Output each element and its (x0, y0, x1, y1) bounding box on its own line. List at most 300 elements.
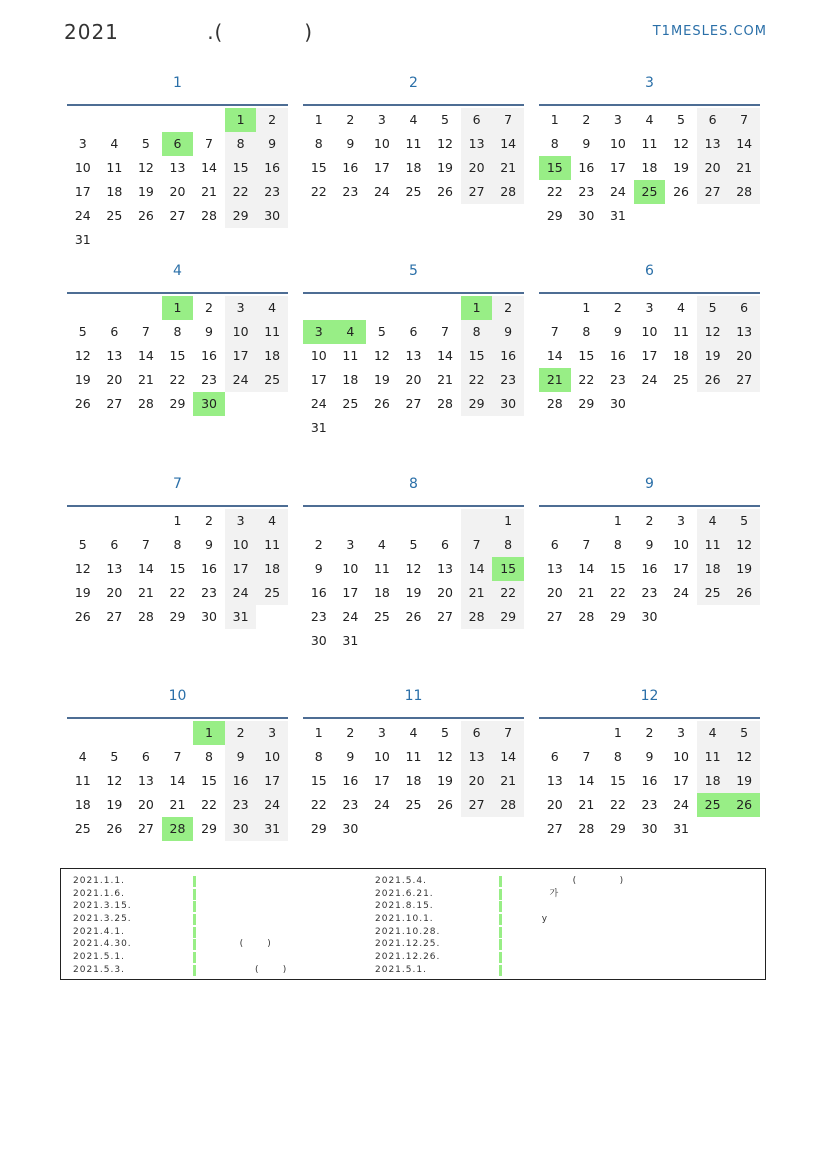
day-cell[interactable]: 24 (225, 581, 257, 605)
day-cell[interactable]: 10 (641, 324, 658, 339)
day-cell[interactable]: 18 (342, 372, 359, 387)
day-cell[interactable]: 23 (641, 585, 658, 600)
day-cell[interactable]: 25 (405, 184, 422, 199)
day-cell[interactable]: 10 (373, 136, 390, 151)
day-cell[interactable]: 3 (645, 300, 654, 315)
day-cell[interactable]: 10 (673, 749, 689, 764)
day-cell[interactable]: 29 (546, 208, 563, 223)
day-cell[interactable]: 16 (201, 561, 217, 576)
day-cell[interactable]: 9 (613, 324, 622, 339)
day-cell[interactable]: 20 (461, 769, 493, 793)
day-cell[interactable]: 13 (461, 132, 493, 156)
day-cell[interactable]: 13 (546, 773, 563, 788)
day-cell[interactable]: 13 (169, 160, 186, 175)
day-cell[interactable]: 9 (205, 537, 213, 552)
day-cell[interactable]: 27 (137, 821, 154, 836)
day-cell[interactable]: 6 (461, 721, 493, 745)
day-cell[interactable]: 21 (201, 184, 217, 199)
day-cell[interactable]: 3 (377, 112, 386, 127)
day-cell[interactable]: 8 (205, 749, 213, 764)
day-cell[interactable]: 8 (314, 749, 323, 764)
day-cell[interactable]: 5 (409, 537, 418, 552)
day-cell[interactable]: 20 (137, 797, 154, 812)
holiday-day-cell[interactable]: 15 (492, 557, 524, 581)
day-cell[interactable]: 14 (437, 348, 453, 363)
day-cell[interactable]: 12 (728, 745, 760, 769)
day-cell[interactable]: 18 (697, 557, 729, 581)
day-cell[interactable]: 24 (225, 368, 257, 392)
day-cell[interactable]: 19 (74, 372, 91, 387)
day-cell[interactable]: 31 (310, 420, 327, 435)
day-cell[interactable]: 20 (106, 372, 123, 387)
day-cell[interactable]: 29 (169, 609, 186, 624)
day-cell[interactable]: 20 (106, 585, 123, 600)
day-cell[interactable]: 8 (225, 132, 257, 156)
day-cell[interactable]: 22 (461, 368, 493, 392)
day-cell[interactable]: 16 (641, 561, 658, 576)
day-cell[interactable]: 1 (173, 513, 182, 528)
day-cell[interactable]: 15 (609, 561, 626, 576)
day-cell[interactable]: 6 (110, 537, 119, 552)
day-cell[interactable]: 6 (461, 108, 493, 132)
day-cell[interactable]: 15 (201, 773, 217, 788)
holiday-day-cell[interactable]: 1 (461, 296, 493, 320)
day-cell[interactable]: 1 (314, 725, 323, 740)
day-cell[interactable]: 15 (225, 156, 257, 180)
day-cell[interactable]: 24 (74, 208, 91, 223)
day-cell[interactable]: 21 (578, 797, 595, 812)
day-cell[interactable]: 11 (697, 533, 729, 557)
day-cell[interactable]: 30 (310, 633, 327, 648)
day-cell[interactable]: 11 (256, 533, 288, 557)
day-cell[interactable]: 16 (225, 769, 257, 793)
day-cell[interactable]: 14 (169, 773, 186, 788)
holiday-day-cell[interactable]: 6 (162, 132, 194, 156)
day-cell[interactable]: 23 (609, 372, 626, 387)
day-cell[interactable]: 20 (405, 372, 422, 387)
day-cell[interactable]: 29 (609, 821, 626, 836)
holiday-day-cell[interactable]: 1 (193, 721, 225, 745)
day-cell[interactable]: 7 (492, 721, 524, 745)
day-cell[interactable]: 23 (201, 372, 217, 387)
day-cell[interactable]: 5 (441, 112, 449, 127)
day-cell[interactable]: 13 (106, 561, 123, 576)
day-cell[interactable]: 17 (256, 769, 288, 793)
day-cell[interactable]: 25 (74, 821, 91, 836)
day-cell[interactable]: 18 (256, 557, 288, 581)
day-cell[interactable]: 17 (673, 773, 689, 788)
day-cell[interactable]: 28 (578, 821, 595, 836)
day-cell[interactable]: 4 (256, 509, 288, 533)
day-cell[interactable]: 9 (346, 136, 355, 151)
day-cell[interactable]: 29 (310, 821, 327, 836)
day-cell[interactable]: 25 (256, 581, 288, 605)
day-cell[interactable]: 9 (205, 324, 213, 339)
day-cell[interactable]: 2 (492, 296, 524, 320)
day-cell[interactable]: 4 (697, 509, 729, 533)
day-cell[interactable]: 19 (437, 773, 453, 788)
day-cell[interactable]: 2 (645, 513, 654, 528)
day-cell[interactable]: 20 (437, 585, 453, 600)
day-cell[interactable]: 17 (673, 561, 689, 576)
day-cell[interactable]: 24 (310, 396, 327, 411)
day-cell[interactable]: 12 (74, 561, 91, 576)
day-cell[interactable]: 5 (441, 725, 449, 740)
day-cell[interactable]: 23 (256, 180, 288, 204)
day-cell[interactable]: 31 (74, 232, 91, 247)
day-cell[interactable]: 1 (582, 300, 591, 315)
site-logo[interactable]: T1MESLES.COM (652, 24, 767, 39)
day-cell[interactable]: 5 (78, 537, 87, 552)
day-cell[interactable]: 7 (141, 324, 150, 339)
day-cell[interactable]: 3 (346, 537, 355, 552)
day-cell[interactable]: 7 (461, 533, 493, 557)
holiday-day-cell[interactable]: 15 (539, 156, 571, 180)
day-cell[interactable]: 16 (578, 160, 595, 175)
day-cell[interactable]: 2 (346, 725, 355, 740)
day-cell[interactable]: 15 (169, 561, 186, 576)
holiday-day-cell[interactable]: 25 (697, 793, 729, 817)
day-cell[interactable]: 27 (461, 793, 493, 817)
day-cell[interactable]: 13 (546, 561, 563, 576)
day-cell[interactable]: 4 (409, 112, 418, 127)
day-cell[interactable]: 28 (492, 180, 524, 204)
day-cell[interactable]: 1 (613, 513, 622, 528)
day-cell[interactable]: 4 (256, 296, 288, 320)
day-cell[interactable]: 20 (728, 344, 760, 368)
day-cell[interactable]: 30 (342, 821, 359, 836)
day-cell[interactable]: 28 (492, 793, 524, 817)
day-cell[interactable]: 17 (225, 344, 257, 368)
day-cell[interactable]: 19 (373, 372, 390, 387)
day-cell[interactable]: 16 (256, 156, 288, 180)
day-cell[interactable]: 28 (137, 396, 154, 411)
day-cell[interactable]: 13 (106, 348, 123, 363)
day-cell[interactable]: 14 (137, 561, 154, 576)
day-cell[interactable]: 12 (437, 136, 453, 151)
day-cell[interactable]: 26 (74, 609, 91, 624)
day-cell[interactable]: 26 (137, 208, 154, 223)
day-cell[interactable]: 7 (173, 749, 182, 764)
day-cell[interactable]: 6 (728, 296, 760, 320)
day-cell[interactable]: 22 (310, 797, 327, 812)
day-cell[interactable]: 30 (201, 609, 217, 624)
day-cell[interactable]: 13 (437, 561, 453, 576)
day-cell[interactable]: 23 (342, 184, 359, 199)
day-cell[interactable]: 30 (641, 821, 658, 836)
day-cell[interactable]: 25 (673, 372, 689, 387)
day-cell[interactable]: 16 (641, 773, 658, 788)
day-cell[interactable]: 29 (461, 392, 493, 416)
day-cell[interactable]: 31 (342, 633, 359, 648)
day-cell[interactable]: 25 (342, 396, 359, 411)
day-cell[interactable]: 27 (405, 396, 422, 411)
day-cell[interactable]: 9 (346, 749, 355, 764)
day-cell[interactable]: 29 (201, 821, 217, 836)
day-cell[interactable]: 16 (342, 160, 359, 175)
day-cell[interactable]: 2 (256, 108, 288, 132)
day-cell[interactable]: 30 (492, 392, 524, 416)
day-cell[interactable]: 7 (441, 324, 449, 339)
day-cell[interactable]: 27 (169, 208, 186, 223)
day-cell[interactable]: 2 (582, 112, 591, 127)
day-cell[interactable]: 26 (106, 821, 123, 836)
day-cell[interactable]: 16 (609, 348, 626, 363)
day-cell[interactable]: 12 (728, 533, 760, 557)
day-cell[interactable]: 9 (582, 136, 591, 151)
day-cell[interactable]: 7 (205, 136, 213, 151)
day-cell[interactable]: 12 (373, 348, 390, 363)
day-cell[interactable]: 24 (373, 797, 390, 812)
day-cell[interactable]: 14 (728, 132, 760, 156)
day-cell[interactable]: 10 (673, 537, 689, 552)
day-cell[interactable]: 2 (613, 300, 622, 315)
day-cell[interactable]: 11 (342, 348, 359, 363)
day-cell[interactable]: 6 (141, 749, 150, 764)
day-cell[interactable]: 7 (582, 537, 591, 552)
day-cell[interactable]: 23 (201, 585, 217, 600)
day-cell[interactable]: 10 (342, 561, 359, 576)
day-cell[interactable]: 26 (673, 184, 689, 199)
day-cell[interactable]: 10 (373, 749, 390, 764)
day-cell[interactable]: 27 (546, 609, 563, 624)
day-cell[interactable]: 6 (550, 749, 559, 764)
day-cell[interactable]: 18 (673, 348, 689, 363)
day-cell[interactable]: 18 (697, 769, 729, 793)
day-cell[interactable]: 22 (546, 184, 563, 199)
day-cell[interactable]: 12 (137, 160, 154, 175)
day-cell[interactable]: 28 (137, 609, 154, 624)
day-cell[interactable]: 20 (697, 156, 729, 180)
day-cell[interactable]: 23 (225, 793, 257, 817)
day-cell[interactable]: 16 (201, 348, 217, 363)
day-cell[interactable]: 21 (137, 372, 154, 387)
day-cell[interactable]: 3 (377, 725, 386, 740)
day-cell[interactable]: 10 (225, 533, 257, 557)
day-cell[interactable]: 29 (225, 204, 257, 228)
day-cell[interactable]: 3 (256, 721, 288, 745)
day-cell[interactable]: 28 (461, 605, 493, 629)
day-cell[interactable]: 13 (461, 745, 493, 769)
day-cell[interactable]: 3 (78, 136, 87, 151)
day-cell[interactable]: 18 (405, 160, 422, 175)
day-cell[interactable]: 4 (110, 136, 119, 151)
day-cell[interactable]: 13 (697, 132, 729, 156)
day-cell[interactable]: 23 (641, 797, 658, 812)
day-cell[interactable]: 17 (641, 348, 658, 363)
day-cell[interactable]: 8 (173, 324, 182, 339)
day-cell[interactable]: 3 (677, 725, 685, 740)
day-cell[interactable]: 18 (405, 773, 422, 788)
day-cell[interactable]: 27 (437, 609, 453, 624)
day-cell[interactable]: 14 (137, 348, 154, 363)
day-cell[interactable]: 26 (437, 797, 453, 812)
day-cell[interactable]: 30 (578, 208, 595, 223)
day-cell[interactable]: 28 (728, 180, 760, 204)
day-cell[interactable]: 14 (492, 745, 524, 769)
day-cell[interactable]: 8 (613, 537, 622, 552)
day-cell[interactable]: 21 (728, 156, 760, 180)
day-cell[interactable]: 16 (492, 344, 524, 368)
day-cell[interactable]: 24 (609, 184, 626, 199)
day-cell[interactable]: 12 (106, 773, 123, 788)
day-cell[interactable]: 25 (106, 208, 123, 223)
day-cell[interactable]: 14 (578, 773, 595, 788)
day-cell[interactable]: 17 (310, 372, 327, 387)
day-cell[interactable]: 18 (106, 184, 123, 199)
day-cell[interactable]: 28 (578, 609, 595, 624)
day-cell[interactable]: 18 (256, 344, 288, 368)
holiday-day-cell[interactable]: 4 (335, 320, 367, 344)
day-cell[interactable]: 15 (609, 773, 626, 788)
day-cell[interactable]: 5 (110, 749, 119, 764)
day-cell[interactable]: 7 (728, 108, 760, 132)
day-cell[interactable]: 30 (641, 609, 658, 624)
day-cell[interactable]: 18 (373, 585, 390, 600)
day-cell[interactable]: 20 (461, 156, 493, 180)
day-cell[interactable]: 15 (461, 344, 493, 368)
day-cell[interactable]: 10 (609, 136, 626, 151)
day-cell[interactable]: 29 (578, 396, 595, 411)
day-cell[interactable]: 26 (405, 609, 422, 624)
day-cell[interactable]: 4 (78, 749, 87, 764)
day-cell[interactable]: 27 (106, 609, 123, 624)
day-cell[interactable]: 25 (373, 609, 390, 624)
day-cell[interactable]: 19 (697, 344, 729, 368)
day-cell[interactable]: 11 (673, 324, 689, 339)
day-cell[interactable]: 22 (578, 372, 595, 387)
day-cell[interactable]: 8 (550, 136, 559, 151)
day-cell[interactable]: 24 (256, 793, 288, 817)
day-cell[interactable]: 9 (492, 320, 524, 344)
day-cell[interactable]: 14 (546, 348, 563, 363)
day-cell[interactable]: 19 (673, 160, 689, 175)
day-cell[interactable]: 26 (728, 581, 760, 605)
day-cell[interactable]: 19 (437, 160, 453, 175)
day-cell[interactable]: 21 (492, 156, 524, 180)
day-cell[interactable]: 12 (697, 320, 729, 344)
day-cell[interactable]: 17 (74, 184, 91, 199)
day-cell[interactable]: 27 (461, 180, 493, 204)
day-cell[interactable]: 27 (106, 396, 123, 411)
day-cell[interactable]: 2 (346, 112, 355, 127)
day-cell[interactable]: 1 (314, 112, 323, 127)
day-cell[interactable]: 26 (437, 184, 453, 199)
day-cell[interactable]: 21 (169, 797, 186, 812)
day-cell[interactable]: 20 (546, 585, 563, 600)
day-cell[interactable]: 25 (405, 797, 422, 812)
day-cell[interactable]: 22 (225, 180, 257, 204)
day-cell[interactable]: 22 (169, 585, 186, 600)
day-cell[interactable]: 21 (492, 769, 524, 793)
day-cell[interactable]: 5 (697, 296, 729, 320)
day-cell[interactable]: 4 (697, 721, 729, 745)
holiday-day-cell[interactable]: 3 (303, 320, 335, 344)
day-cell[interactable]: 11 (405, 136, 422, 151)
day-cell[interactable]: 28 (437, 396, 453, 411)
day-cell[interactable]: 31 (673, 821, 689, 836)
day-cell[interactable]: 25 (256, 368, 288, 392)
day-cell[interactable]: 10 (310, 348, 327, 363)
day-cell[interactable]: 22 (201, 797, 217, 812)
day-cell[interactable]: 29 (492, 605, 524, 629)
day-cell[interactable]: 8 (173, 537, 182, 552)
day-cell[interactable]: 2 (225, 721, 257, 745)
day-cell[interactable]: 8 (613, 749, 622, 764)
day-cell[interactable]: 31 (609, 208, 626, 223)
day-cell[interactable]: 15 (310, 773, 327, 788)
day-cell[interactable]: 30 (609, 396, 626, 411)
day-cell[interactable]: 7 (492, 108, 524, 132)
day-cell[interactable]: 10 (256, 745, 288, 769)
day-cell[interactable]: 8 (582, 324, 591, 339)
day-cell[interactable]: 3 (677, 513, 685, 528)
day-cell[interactable]: 7 (582, 749, 591, 764)
day-cell[interactable]: 5 (377, 324, 386, 339)
day-cell[interactable]: 1 (613, 725, 622, 740)
day-cell[interactable]: 15 (169, 348, 186, 363)
day-cell[interactable]: 18 (74, 797, 91, 812)
day-cell[interactable]: 17 (609, 160, 626, 175)
day-cell[interactable]: 31 (225, 605, 257, 629)
day-cell[interactable]: 8 (314, 136, 323, 151)
day-cell[interactable]: 11 (641, 136, 658, 151)
day-cell[interactable]: 24 (673, 797, 689, 812)
day-cell[interactable]: 12 (74, 348, 91, 363)
day-cell[interactable]: 6 (550, 537, 559, 552)
day-cell[interactable]: 18 (641, 160, 658, 175)
day-cell[interactable]: 5 (141, 136, 150, 151)
day-cell[interactable]: 8 (492, 533, 524, 557)
day-cell[interactable]: 2 (645, 725, 654, 740)
day-cell[interactable]: 3 (225, 509, 257, 533)
day-cell[interactable]: 7 (141, 537, 150, 552)
day-cell[interactable]: 3 (613, 112, 622, 127)
day-cell[interactable]: 29 (609, 609, 626, 624)
day-cell[interactable]: 26 (373, 396, 390, 411)
day-cell[interactable]: 23 (310, 609, 327, 624)
holiday-day-cell[interactable]: 25 (634, 180, 666, 204)
day-cell[interactable]: 7 (550, 324, 559, 339)
day-cell[interactable]: 3 (225, 296, 257, 320)
day-cell[interactable]: 21 (137, 585, 154, 600)
day-cell[interactable]: 22 (609, 585, 626, 600)
day-cell[interactable]: 6 (441, 537, 449, 552)
day-cell[interactable]: 1 (550, 112, 559, 127)
day-cell[interactable]: 10 (74, 160, 91, 175)
day-cell[interactable]: 14 (201, 160, 217, 175)
day-cell[interactable]: 31 (256, 817, 288, 841)
holiday-day-cell[interactable]: 1 (162, 296, 194, 320)
day-cell[interactable]: 5 (677, 112, 685, 127)
day-cell[interactable]: 23 (578, 184, 595, 199)
day-cell[interactable]: 2 (205, 300, 213, 315)
day-cell[interactable]: 12 (673, 136, 689, 151)
day-cell[interactable]: 8 (461, 320, 493, 344)
day-cell[interactable]: 22 (169, 372, 186, 387)
day-cell[interactable]: 13 (728, 320, 760, 344)
day-cell[interactable]: 19 (137, 184, 154, 199)
day-cell[interactable]: 17 (373, 160, 390, 175)
day-cell[interactable]: 11 (106, 160, 123, 175)
day-cell[interactable]: 24 (342, 609, 359, 624)
day-cell[interactable]: 5 (728, 721, 760, 745)
day-cell[interactable]: 5 (728, 509, 760, 533)
day-cell[interactable]: 9 (645, 749, 654, 764)
day-cell[interactable]: 29 (169, 396, 186, 411)
holiday-day-cell[interactable]: 1 (225, 108, 257, 132)
day-cell[interactable]: 4 (377, 537, 386, 552)
